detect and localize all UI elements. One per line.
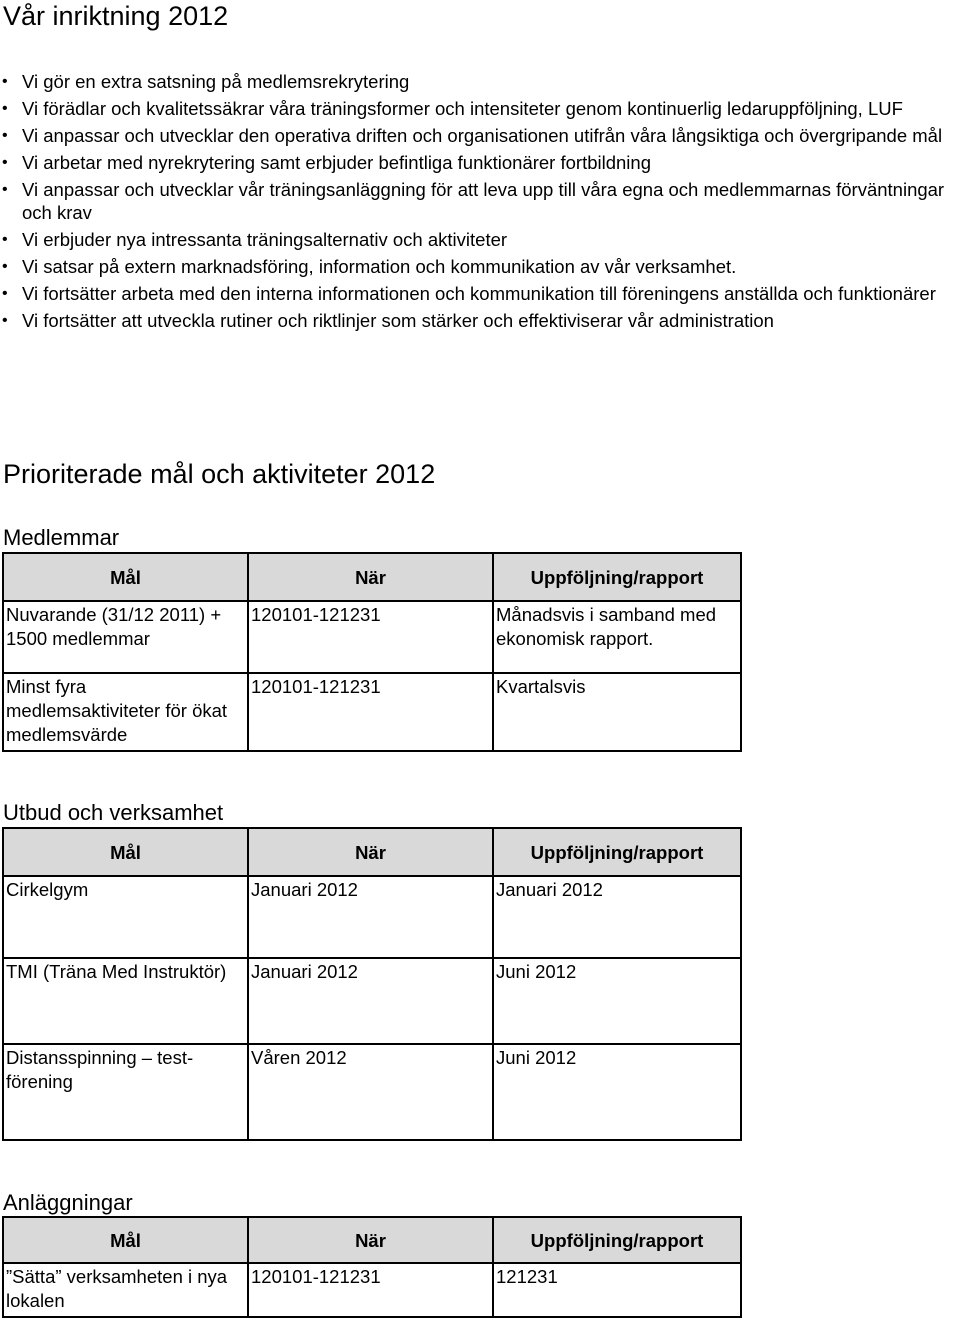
- cell-nar: 120101-121231: [248, 1263, 493, 1317]
- section-title-medlemmar: Medlemmar: [3, 525, 120, 550]
- cell-nar: 120101-121231: [248, 601, 493, 673]
- cell-uppfoljning: Månadsvis i samband med ekonomisk rapport.: [493, 601, 741, 673]
- cell-uppfoljning: Juni 2012: [493, 1044, 741, 1140]
- header-uppfoljning: Uppföljning/rapport: [493, 828, 741, 876]
- cell-nar: 120101-121231: [248, 673, 493, 751]
- header-uppfoljning: Uppföljning/rapport: [493, 553, 741, 601]
- cell-mal: Nuvarande (31/12 2011) + 1500 medlemmar: [3, 601, 248, 673]
- table-row: [3, 1044, 741, 1140]
- bullet-icon: •: [2, 231, 8, 248]
- table-row: [3, 601, 741, 673]
- list-item: • Vi förädlar och kvalitetssäkrar våra träningsformer och intensiteter genom kontinuerlig ledaruppföljning, LUF: [2, 98, 903, 119]
- table-row: [3, 673, 741, 751]
- cell-nar: Våren 2012: [248, 1044, 493, 1140]
- bullet-icon: •: [2, 100, 8, 117]
- priorities-title: Prioriterade mål och aktiviteter 2012: [3, 459, 436, 489]
- header-uppfoljning: Uppföljning/rapport: [493, 1217, 741, 1263]
- header-mal: Mål: [3, 1217, 248, 1263]
- list-item: • Vi anpassar och utvecklar vår träningsanläggning för att leva upp till våra egna och medlemmarnas förväntningar och krav: [2, 179, 945, 223]
- cell-mal: Distansspinning – test-förening: [3, 1044, 248, 1140]
- list-item: • Vi fortsätter arbeta med den interna informationen och kommunikation till föreningens anställda och funktionärer: [2, 283, 936, 304]
- header-mal: Mål: [3, 553, 248, 601]
- section-title-utbud: Utbud och verksamhet: [3, 800, 224, 825]
- table-utbud: [2, 827, 742, 1141]
- table-header-row: [3, 1217, 741, 1263]
- cell-mal: TMI (Träna Med Instruktör): [3, 958, 248, 1044]
- bullet-icon: •: [2, 258, 8, 275]
- bullet-icon: •: [2, 285, 8, 302]
- table-header-row: [3, 553, 741, 601]
- list-item: • Vi arbetar med nyrekrytering samt erbjuder befintliga funktionärer fortbildning: [2, 152, 651, 173]
- cell-mal: Cirkelgym: [3, 876, 248, 958]
- header-nar: När: [248, 553, 493, 601]
- table-header-row: [3, 828, 741, 876]
- cell-uppfoljning: Juni 2012: [493, 958, 741, 1044]
- bullet-icon: •: [2, 181, 8, 198]
- table-row: [3, 958, 741, 1044]
- cell-nar: Januari 2012: [248, 876, 493, 958]
- list-item: • Vi anpassar och utvecklar den operativa driften och organisationen utifrån våra långsiktiga och övergripande mål: [2, 125, 943, 146]
- header-nar: När: [248, 828, 493, 876]
- table-medlemmar: [2, 552, 742, 752]
- cell-uppfoljning: 121231: [493, 1263, 741, 1317]
- bullet-icon: •: [2, 154, 8, 171]
- header-mal: Mål: [3, 828, 248, 876]
- list-item: • Vi fortsätter att utveckla rutiner och riktlinjer som stärker och effektiviserar vår administration: [2, 310, 774, 331]
- table-anlaggningar: [2, 1216, 742, 1318]
- cell-nar: Januari 2012: [248, 958, 493, 1044]
- cell-mal: Minst fyra medlemsaktiviteter för ökat medlemsvärde: [3, 673, 248, 751]
- table-row: [3, 876, 741, 958]
- list-item: • Vi erbjuder nya intressanta träningsalternativ och aktiviteter: [2, 229, 508, 250]
- header-nar: När: [248, 1217, 493, 1263]
- list-item: • Vi gör en extra satsning på medlemsrekrytering: [2, 71, 410, 92]
- cell-uppfoljning: Kvartalsvis: [493, 673, 741, 751]
- cell-mal: ”Sätta” verksamheten i nya lokalen: [3, 1263, 248, 1317]
- section-title-anlaggningar: Anläggningar: [3, 1190, 133, 1215]
- bullet-icon: •: [2, 312, 8, 329]
- cell-uppfoljning: Januari 2012: [493, 876, 741, 958]
- bullet-icon: •: [2, 127, 8, 144]
- page-title: Vår inriktning 2012: [3, 1, 229, 31]
- table-row: [3, 1263, 741, 1317]
- list-item: • Vi satsar på extern marknadsföring, information och kommunikation av vår verksamhet.: [2, 256, 737, 277]
- direction-list: [0, 70, 958, 336]
- bullet-icon: •: [2, 73, 8, 90]
